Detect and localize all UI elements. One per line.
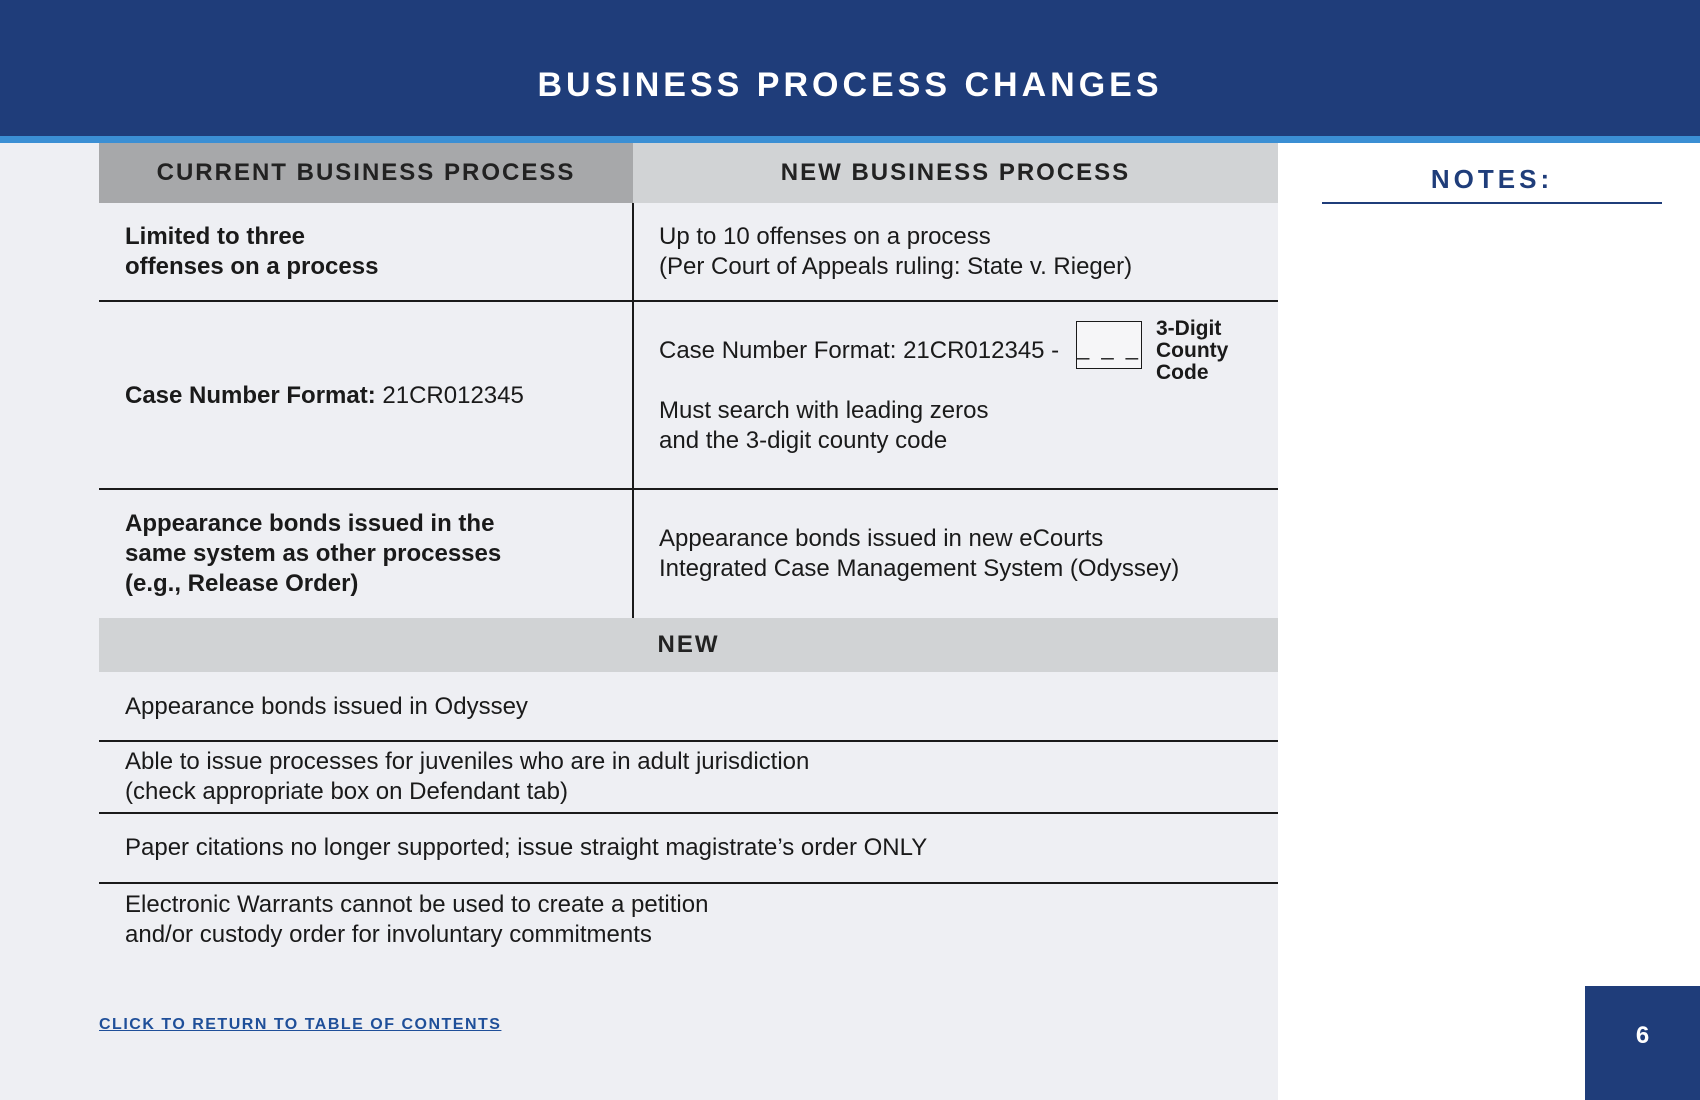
new-case-number-format: Case Number Format: 21CR012345 - bbox=[659, 337, 1060, 364]
current-row-1-line-1: Limited to three bbox=[125, 223, 306, 250]
new-row-1-line-2: (Per Court of Appeals ruling: State v. Rieger) bbox=[659, 253, 1133, 280]
new-process-column-header: NEW BUSINESS PROCESS bbox=[633, 143, 1278, 203]
current-row-3-line-3: (e.g., Release Order) bbox=[125, 570, 359, 597]
new-row-2-note-line-2: and the 3-digit county code bbox=[659, 427, 948, 454]
case-number-format-value: 21CR012345 bbox=[382, 382, 524, 409]
row-divider bbox=[99, 740, 1278, 742]
current-row-1-line-2: offenses on a process bbox=[125, 253, 379, 280]
county-label-line-1: 3-Digit bbox=[1156, 317, 1222, 340]
new-row-2-note-line-1: Must search with leading zeros bbox=[659, 397, 989, 424]
current-row-3-line-2: same system as other processes bbox=[125, 540, 502, 567]
new-item-2-line-2: (check appropriate box on Defendant tab) bbox=[125, 778, 568, 805]
row-divider bbox=[99, 812, 1278, 814]
new-item-2 bbox=[125, 747, 809, 807]
new-row-3-line-1: Appearance bonds issued in new eCourts bbox=[659, 525, 1104, 552]
new-row-1 bbox=[659, 222, 1132, 282]
notes-heading: NOTES: bbox=[1430, 164, 1554, 194]
current-row-3 bbox=[125, 509, 501, 599]
new-item-1-line-1: Appearance bonds issued in Odyssey bbox=[125, 693, 528, 720]
new-item-3-line-1: Paper citations no longer supported; issue straight magistrate’s order ONLY bbox=[125, 834, 928, 861]
new-row-3 bbox=[659, 524, 1179, 584]
county-code-box: _ _ _ bbox=[1076, 321, 1142, 369]
county-label-line-3: Code bbox=[1156, 361, 1209, 384]
current-process-column-header: CURRENT BUSINESS PROCESS bbox=[99, 143, 633, 203]
current-row-3-line-1: Appearance bonds issued in the bbox=[125, 510, 495, 537]
row-divider bbox=[99, 882, 1278, 884]
header-accent-stripe bbox=[0, 136, 1700, 143]
new-item-4 bbox=[125, 890, 708, 950]
case-number-format-label: Case Number Format: bbox=[125, 382, 376, 409]
new-item-4-line-1: Electronic Warrants cannot be used to create a petition bbox=[125, 891, 709, 918]
county-code-label bbox=[1156, 318, 1266, 384]
page-number: 6 bbox=[1585, 986, 1700, 1100]
new-item-1 bbox=[125, 692, 528, 722]
current-row-2 bbox=[125, 381, 524, 411]
new-row-2-note bbox=[659, 396, 988, 456]
county-label-line-2: County bbox=[1156, 339, 1229, 362]
row-divider bbox=[99, 300, 1278, 302]
new-item-4-line-2: and/or custody order for involuntary commitments bbox=[125, 921, 652, 948]
new-item-3 bbox=[125, 833, 927, 863]
new-row-1-line-1: Up to 10 offenses on a process bbox=[659, 223, 991, 250]
row-divider bbox=[99, 488, 1278, 490]
return-to-toc-link[interactable]: CLICK TO RETURN TO TABLE OF CONTENTS bbox=[99, 1016, 502, 1033]
new-section-header: NEW bbox=[99, 618, 1278, 672]
column-divider bbox=[632, 203, 634, 618]
page-title: BUSINESS PROCESS CHANGES bbox=[537, 66, 1163, 104]
current-row-1 bbox=[125, 222, 378, 282]
notes-underline bbox=[1322, 202, 1662, 204]
new-row-3-line-2: Integrated Case Management System (Odyssey) bbox=[659, 555, 1180, 582]
new-item-2-line-1: Able to issue processes for juveniles who are in adult jurisdiction bbox=[125, 748, 810, 775]
